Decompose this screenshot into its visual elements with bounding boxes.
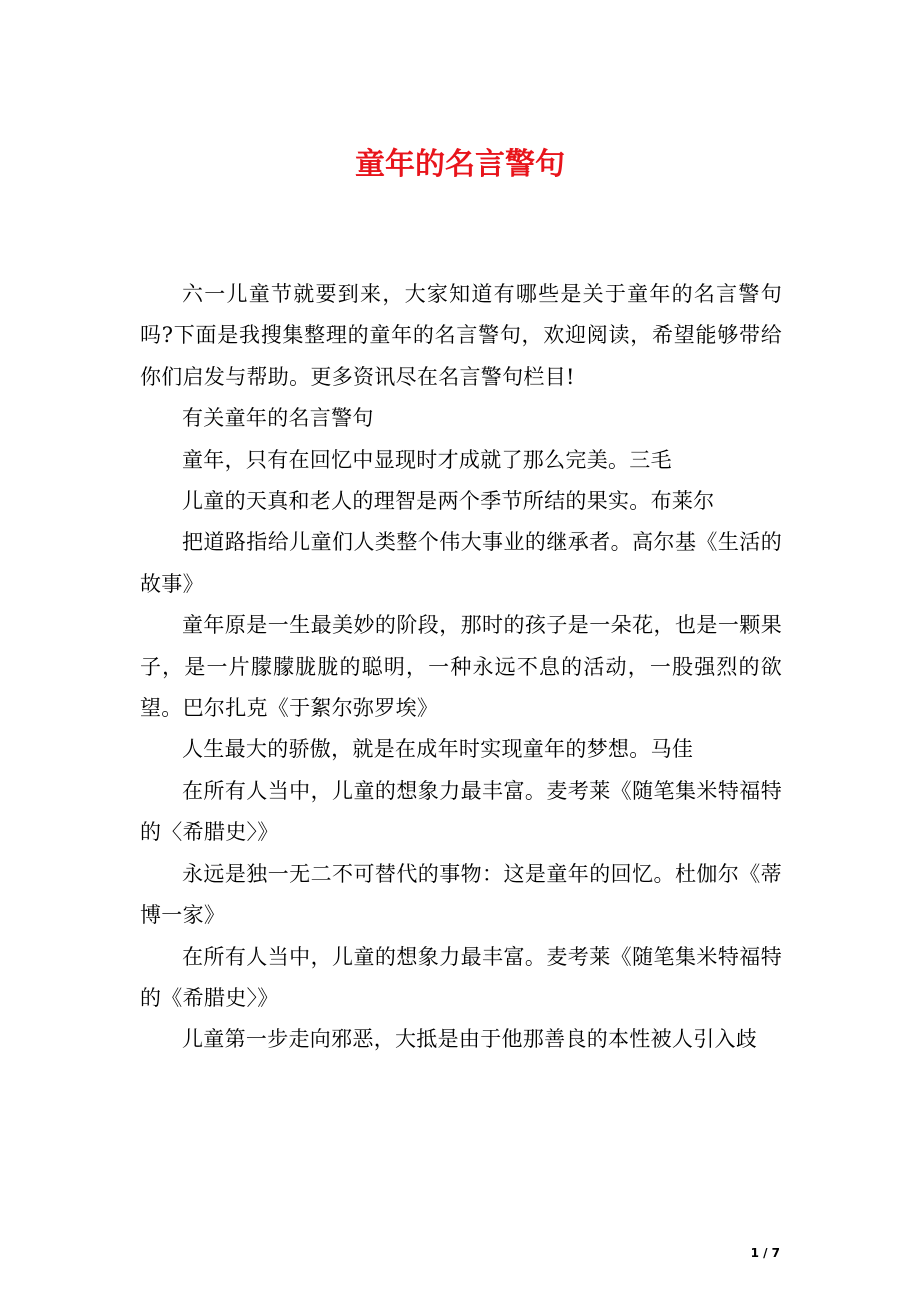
quote-paragraph: 永远是独一无二不可替代的事物：这是童年的回忆。杜伽尔《蒂博一家》	[140, 861, 782, 928]
quote-paragraph: 童年，只有在回忆中显现时才成就了那么完美。三毛	[182, 447, 672, 472]
paragraph-intro: 六一儿童节就要到来，大家知道有哪些是关于童年的名言警句吗?下面是我搜集整理的童年的名言警句，欢迎阅读，希望能够带给你们启发与帮助。更多资讯尽在名言警句栏目!	[140, 282, 782, 389]
quote-paragraph: 童年原是一生最美妙的阶段，那时的孩子是一朵花，也是一颗果子，是一片朦朦胧胧的聪明，一种永远不息的活动，一股强烈的欲望。巴尔扎克《于絮尔弥罗埃》	[140, 613, 782, 721]
quote-paragraph: 儿童第一步走向邪恶，大抵是由于他那善良的本性被人引入歧	[182, 1027, 758, 1052]
page-number: 1 / 7	[750, 1246, 780, 1260]
document-title: 童年的名言警句	[355, 147, 565, 182]
quote-paragraph: 儿童的天真和老人的理智是两个季节所结的果实。布莱尔	[182, 489, 715, 514]
document-body	[140, 274, 782, 1061]
quote-paragraph: 在所有人当中，儿童的想象力最丰富。麦考莱《随笔集米特福特的《希腊史〉》	[140, 944, 782, 1010]
quote-paragraph: 把道路指给儿童们人类整个伟大事业的继承者。高尔基《生活的故事》	[140, 530, 782, 596]
section-heading: 有关童年的名言警句	[182, 406, 374, 431]
quote-paragraph: 人生最大的骄傲，就是在成年时实现童年的梦想。马佳	[182, 737, 694, 762]
quote-paragraph: 在所有人当中，儿童的想象力最丰富。麦考莱《随笔集米特福特的〈希腊史〉》	[140, 778, 782, 845]
